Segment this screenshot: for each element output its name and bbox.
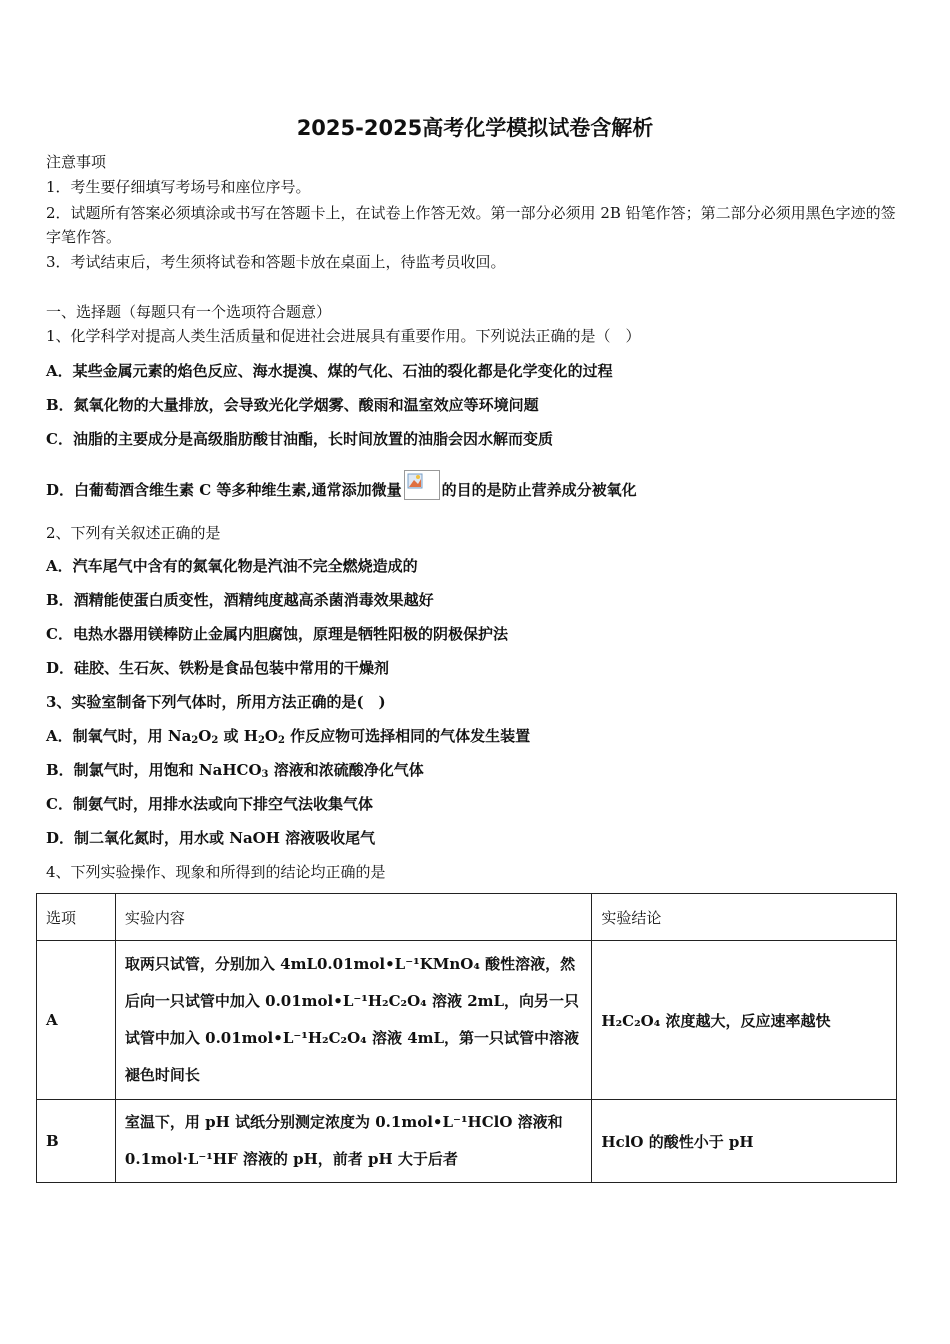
row-a-conclusion: H₂C₂O₄ 浓度越大，反应速率越快 <box>592 941 897 1100</box>
q3-a-sub: 2 <box>211 735 219 746</box>
q3-a-part: O <box>198 727 212 745</box>
header-conclusion: 实验结论 <box>592 894 897 941</box>
q1-option-a: A．某些金属元素的焰色反应、海水提溴、煤的气化、石油的裂化都是化学变化的过程 <box>46 362 613 380</box>
q1-option-c: C．油脂的主要成分是高级脂肪酸甘油酯，长时间放置的油脂会因水解而变质 <box>46 430 553 448</box>
q1-option-d-text-after: 的目的是防止营养成分被氧化 <box>441 481 637 499</box>
table-row <box>37 941 897 1100</box>
q3-option-d: D．制二氧化氮时，用水或 NaOH 溶液吸收尾气 <box>46 829 376 847</box>
row-b-conclusion: HclO 的酸性小于 pH <box>592 1100 897 1183</box>
q3-b-part: 溶液和浓硫酸净化气体 <box>268 761 424 779</box>
q3-a-part: A．制氧气时，用 Na <box>46 727 192 745</box>
q3-a-part: 或 H <box>218 727 258 745</box>
q3-a-part: 作反应物可选择相同的气体发生装置 <box>284 727 531 745</box>
q2-option-b: B．酒精能使蛋白质变性，酒精纯度越高杀菌消毒效果越好 <box>46 591 434 609</box>
notice-item-1: 1．考生要仔细填写考场号和座位序号。 <box>46 178 311 196</box>
q2-option-a: A．汽车尾气中含有的氮氧化物是汽油不完全燃烧造成的 <box>46 557 418 575</box>
notice-item-3: 3．考试结束后，考生须将试卷和答题卡放在桌面上，待监考员收回。 <box>46 253 506 271</box>
q3-a-part: O <box>264 727 278 745</box>
broken-image-icon <box>404 470 440 500</box>
q3-stem: 3、实验室制备下列气体时，所用方法正确的是( ) <box>46 693 386 711</box>
q3-b-part: B．制氯气时，用饱和 NaHCO <box>46 761 262 779</box>
q2-stem: 2、下列有关叙述正确的是 <box>46 524 221 542</box>
row-a-option: A <box>37 941 116 1100</box>
q3-option-b <box>46 760 424 785</box>
header-option: 选项 <box>37 894 116 941</box>
q1-option-d <box>46 476 637 506</box>
table-header-row <box>37 894 897 941</box>
q2-option-c: C．电热水器用镁棒防止金属内胆腐蚀，原理是牺牲阳极的阴极保护法 <box>46 625 508 643</box>
q3-option-c: C．制氨气时，用排水法或向下排空气法收集气体 <box>46 795 373 813</box>
q3-b-sub: 3 <box>261 769 269 780</box>
q3-a-sub: 2 <box>257 735 265 746</box>
q3-a-sub: 2 <box>191 735 199 746</box>
q3-option-a <box>46 726 530 751</box>
q3-a-sub: 2 <box>277 735 285 746</box>
header-content: 实验内容 <box>115 894 592 941</box>
q1-option-d-text-before: D．白葡萄酒含维生素 C 等多种维生素,通常添加微量 <box>46 481 402 499</box>
row-a-content: 取两只试管，分别加入 4mL0.01mol•L⁻¹KMnO₄ 酸性溶液，然后向一只试管中加入 0.01mol•L⁻¹H₂C₂O₄ 溶液 2mL，向另一只试管中加入 0.01mol•L⁻¹H₂C₂O₄ 溶液 4mL，第一只试管中溶液褪色时间长 <box>115 941 592 1100</box>
row-b-content: 室温下，用 pH 试纸分别测定浓度为 0.1mol•L⁻¹HClO 溶液和 0.1mol·L⁻¹HF 溶液的 pH，前者 pH 大于后者 <box>115 1100 592 1183</box>
table-row <box>37 1100 897 1183</box>
section-heading: 一、选择题（每题只有一个选项符合题意） <box>46 303 332 321</box>
page-title: 2025-2025高考化学模拟试卷含解析 <box>296 116 654 140</box>
q1-option-b: B．氮氧化物的大量排放，会导致光化学烟雾、酸雨和温室效应等环境问题 <box>46 396 539 414</box>
notice-item-2: 2．试题所有答案必须填涂或书写在答题卡上，在试卷上作答无效。第一部分必须用 2B 铅笔作答；第二部分必须用黑色字迹的签字笔作答。 <box>46 204 896 246</box>
notice-heading: 注意事项 <box>46 153 107 171</box>
row-b-option: B <box>37 1100 116 1183</box>
q1-stem: 1、化学科学对提高人类生活质量和促进社会进展具有重要作用。下列说法正确的是（ ） <box>46 327 641 345</box>
q2-option-d: D．硅胶、生石灰、铁粉是食品包装中常用的干燥剂 <box>46 659 390 677</box>
q4-stem: 4、下列实验操作、现象和所得到的结论均正确的是 <box>46 863 386 881</box>
q4-table <box>36 893 897 1183</box>
